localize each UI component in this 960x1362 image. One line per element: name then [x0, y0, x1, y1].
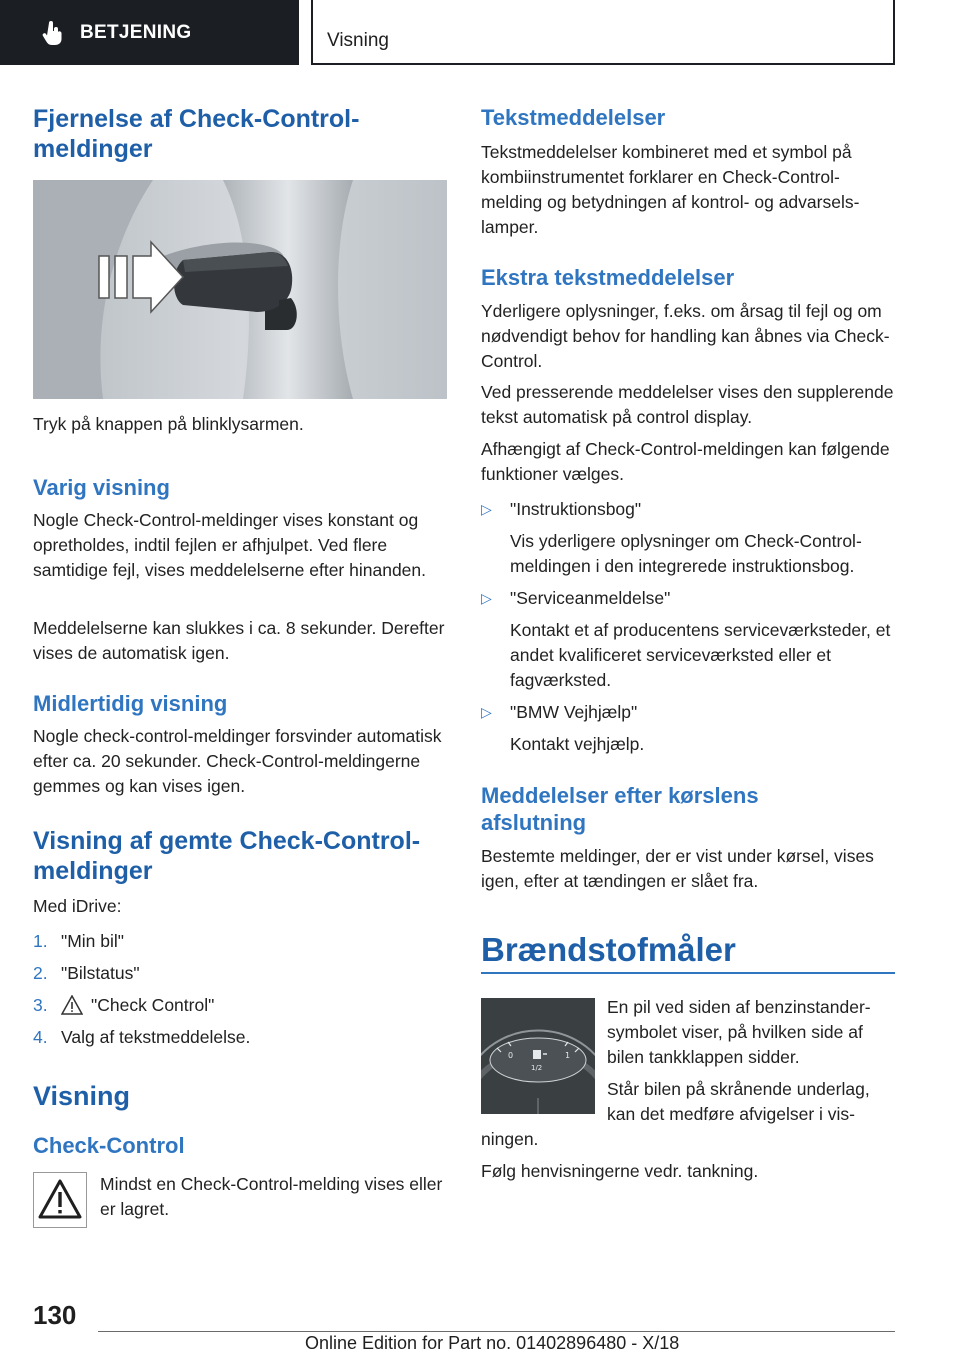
paragraph-extra-3: Afhængigt af Check-Control-meldingen kan følgende funktioner vælges. — [481, 439, 890, 484]
heading-removal: Fjernelse af Check-Control-meldinger — [33, 105, 360, 163]
fuel-pump-icon — [533, 1050, 541, 1059]
heading-permanent-display: Varig visning — [33, 475, 170, 500]
list-item-text: "Check Control" — [91, 995, 215, 1015]
page-number: 130 — [33, 1300, 77, 1330]
heading-after-drive: Meddelelser efter kørslens afslutning — [481, 783, 759, 835]
footer-edition: Online Edition for Part no. 01402896480 - X/18 — [305, 1333, 680, 1353]
list-item-text: "Bilstatus" — [61, 963, 140, 983]
option-description: Kontakt et af producentens serviceværksteder, et andet kvalificeret serviceværksted eller et fagværksted. — [510, 620, 891, 690]
option-description: Kontakt vejhjælp. — [510, 734, 645, 754]
warning-triangle-icon — [61, 995, 83, 1015]
header-section-tab — [0, 0, 299, 65]
paragraph-extra-1: Yderligere oplysninger, f.eks. om årsag til fejl og om nødvendigt behov for handling kan åbnes via Check-Control. — [481, 301, 890, 371]
paragraph-fuel-2: Står bilen på skrånende underlag, kan det medføre afvigelser i vis- — [607, 1079, 870, 1124]
paragraph-fuel-1: En pil ved siden af benzinstander-symbolet viser, på hvilken side af bilen tankklappen sidder. — [607, 997, 871, 1067]
heading-temporary-display: Midlertidig visning — [33, 691, 228, 716]
paragraph-fuel-3: Følg henvisningerne vedr. tankning. — [481, 1161, 759, 1181]
paragraph-text-messages: Tekstmeddelelser kombineret med et symbol på kombiinstrumentet forklarer en Check-Control-melding og betydningen af kontrol- og advarselslamper. — [481, 142, 860, 237]
triangle-bullet-icon: ▷ — [481, 501, 492, 517]
heading-text-messages: Tekstmeddelelser — [481, 105, 666, 130]
list-item-number: 2. — [33, 963, 48, 983]
list-item-text: Valg af tekstmeddelelse. — [61, 1027, 251, 1047]
heading-check-control: Check-Control — [33, 1133, 185, 1158]
triangle-bullet-icon: ▷ — [481, 704, 492, 720]
paragraph-after-drive: Bestemte meldinger, der er vist under kørsel, vises igen, efter at tændingen er slået fra. — [481, 846, 874, 891]
list-item-number: 3. — [33, 995, 48, 1015]
photo-caption: Tryk på knappen på blinklysarmen. — [33, 414, 304, 434]
paragraph-idrive: Med iDrive: — [33, 896, 122, 916]
paragraph-extra-2: Ved presserende meddelelser vises den supplerende tekst automatisk på control display. — [481, 382, 894, 427]
turn-signal-lever-illustration — [33, 180, 447, 399]
fuel-gauge-photo — [481, 998, 595, 1114]
heading-fuel-gauge: Brændstofmåler — [481, 931, 736, 968]
list-item-number: 4. — [33, 1027, 48, 1047]
paragraph-permanent-1: Nogle Check-Control-meldinger vises konstant og opretholdes, indtil fejlen er afhjulpet. Ved flere samtidige fejl, vises meddelelserne efter hinanden. — [33, 510, 426, 580]
header-subsection-label: Visning — [327, 30, 389, 51]
option-description: Vis yderligere oplysninger om Check-Control-meldingen i den integrerede instruktionsbog. — [510, 531, 862, 576]
paragraph-permanent-2: Meddelelserne kan slukkes i ca. 8 sekunder. Derefter vises de automatisk igen. — [33, 618, 445, 663]
option-title: "Instruktionsbog" — [510, 499, 642, 519]
warning-symbol-box — [33, 1172, 87, 1228]
heading-extra-text-messages: Ekstra tekstmeddelelser — [481, 265, 735, 290]
heading-stored-messages: Visning af gemte Check-Control-meldinger — [33, 827, 421, 885]
footer-rule — [98, 1331, 895, 1332]
option-title: "BMW Vejhjælp" — [510, 702, 638, 722]
paragraph-check-control: Mindst en Check-Control-melding vises eller er lagret. — [100, 1174, 443, 1219]
warning-triangle-icon — [34, 1173, 86, 1227]
list-item-number: 1. — [33, 931, 48, 951]
hand-pointer-icon — [40, 20, 66, 46]
heading-display: Visning — [33, 1081, 131, 1111]
gauge-label-half: 1/2 — [531, 1064, 543, 1072]
turn-signal-lever-photo — [33, 180, 447, 399]
fuel-gauge-illustration — [481, 998, 595, 1114]
heading-rule — [481, 972, 895, 974]
header-section-label: BETJENING — [80, 21, 192, 43]
paragraph-temporary: Nogle check-control-meldinger forsvinder automatisk efter ca. 20 sekunder. Check-Control-meldingerne gemmes og kan vises igen. — [33, 726, 442, 796]
option-title: "Serviceanmeldelse" — [510, 588, 671, 608]
gauge-label-full: 1 — [565, 1051, 571, 1060]
paragraph-fuel-2-continued: ningen. — [481, 1129, 539, 1149]
gauge-label-empty: 0 — [508, 1051, 514, 1060]
header-subsection-tab — [311, 0, 895, 65]
triangle-bullet-icon: ▷ — [481, 590, 492, 606]
list-item-text: "Min bil" — [61, 931, 124, 951]
